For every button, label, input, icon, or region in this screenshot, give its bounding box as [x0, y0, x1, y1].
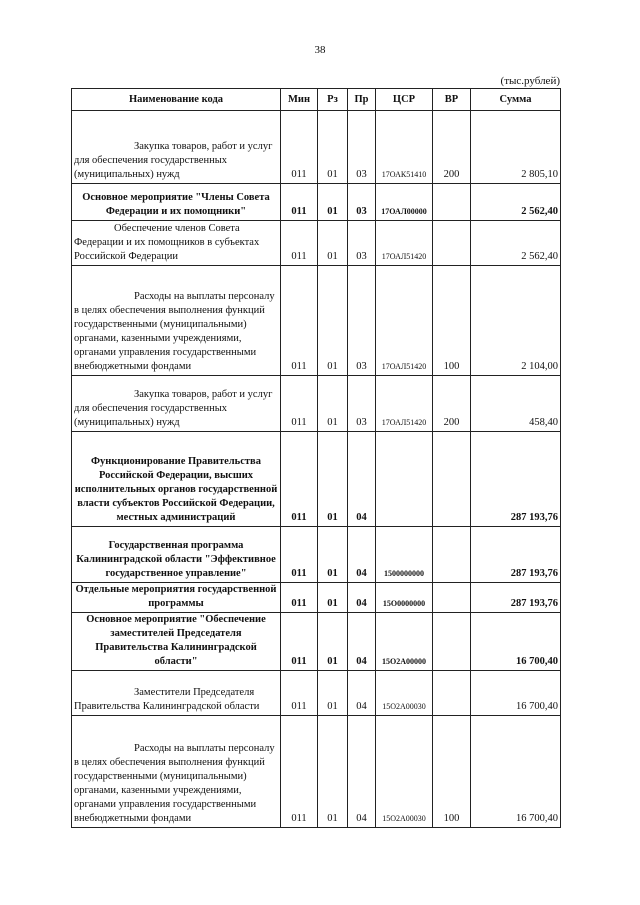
row-csr: 17ОАК51410	[376, 111, 433, 184]
row-min: 011	[281, 432, 318, 527]
row-sum: 287 193,76	[471, 527, 561, 583]
row-sum: 2 562,40	[471, 184, 561, 221]
row-rz: 01	[318, 613, 348, 671]
row-vr	[433, 221, 471, 266]
row-name: Обеспечение членов Совета Федерации и их помощников в субъектах Российской Федерации	[72, 221, 281, 266]
row-vr: 200	[433, 376, 471, 432]
row-sum: 2 104,00	[471, 266, 561, 376]
row-csr: 15О2А00000	[376, 613, 433, 671]
row-rz: 01	[318, 432, 348, 527]
row-min: 011	[281, 671, 318, 716]
row-vr	[433, 583, 471, 613]
header-min: Мин	[281, 89, 318, 111]
row-vr	[433, 613, 471, 671]
row-min: 011	[281, 184, 318, 221]
header-rz: Рз	[318, 89, 348, 111]
row-sum: 16 700,40	[471, 716, 561, 828]
row-min: 011	[281, 221, 318, 266]
table-row	[72, 583, 561, 613]
row-rz: 01	[318, 527, 348, 583]
table-row	[72, 221, 561, 266]
row-name: Основное мероприятие "Обеспечение заместителей Председателя Правительства Калининградской области"	[72, 613, 281, 671]
row-rz: 01	[318, 583, 348, 613]
header-sum: Сумма	[471, 89, 561, 111]
table-row	[72, 613, 561, 671]
row-vr: 100	[433, 716, 471, 828]
row-pr: 04	[348, 527, 376, 583]
table-row	[72, 184, 561, 221]
row-csr: 15О2А00030	[376, 671, 433, 716]
row-min: 011	[281, 583, 318, 613]
table-row	[72, 266, 561, 376]
table-row	[72, 527, 561, 583]
row-name: Заместители Председателя Правительства Калининградской области	[72, 671, 281, 716]
row-pr: 03	[348, 111, 376, 184]
units-note: (тыс.рублей)	[500, 75, 560, 87]
row-pr: 04	[348, 716, 376, 828]
row-name: Отдельные мероприятия государственной программы	[72, 583, 281, 613]
row-pr: 03	[348, 266, 376, 376]
row-name: Расходы на выплаты персоналу в целях обеспечения выполнения функций государственными (муниципальными) органами, казенными учреждениями, органами управления государственными внебюджетными фондами	[72, 266, 281, 376]
row-vr: 100	[433, 266, 471, 376]
table-header-row	[72, 89, 561, 111]
row-pr: 04	[348, 432, 376, 527]
row-rz: 01	[318, 184, 348, 221]
row-rz: 01	[318, 671, 348, 716]
row-sum: 287 193,76	[471, 432, 561, 527]
row-pr: 03	[348, 184, 376, 221]
row-csr: 17ОАЛ00000	[376, 184, 433, 221]
row-name: Государственная программа Калининградской области "Эффективное государственное управление"	[72, 527, 281, 583]
row-min: 011	[281, 527, 318, 583]
row-csr: 17ОАЛ51420	[376, 221, 433, 266]
row-csr: 15О0000000	[376, 583, 433, 613]
row-name: Закупка товаров, работ и услуг для обеспечения государственных (муниципальных) нужд	[72, 111, 281, 184]
row-name: Основное мероприятие "Члены Совета Федерации и их помощники"	[72, 184, 281, 221]
header-vr: ВР	[433, 89, 471, 111]
row-csr: 17ОАЛ51420	[376, 376, 433, 432]
row-rz: 01	[318, 221, 348, 266]
table-row	[72, 671, 561, 716]
row-vr	[433, 184, 471, 221]
row-min: 011	[281, 376, 318, 432]
row-sum: 2 805,10	[471, 111, 561, 184]
header-csr: ЦСР	[376, 89, 433, 111]
row-csr: 1500000000	[376, 527, 433, 583]
row-rz: 01	[318, 266, 348, 376]
row-vr	[433, 671, 471, 716]
row-pr: 03	[348, 376, 376, 432]
row-vr	[433, 432, 471, 527]
row-csr	[376, 432, 433, 527]
table-row	[72, 111, 561, 184]
row-sum: 16 700,40	[471, 613, 561, 671]
row-pr: 03	[348, 221, 376, 266]
header-name: Наименование кода	[72, 89, 281, 111]
row-min: 011	[281, 613, 318, 671]
table-row	[72, 716, 561, 828]
row-rz: 01	[318, 376, 348, 432]
row-rz: 01	[318, 111, 348, 184]
header-pr: Пр	[348, 89, 376, 111]
row-rz: 01	[318, 716, 348, 828]
row-sum: 16 700,40	[471, 671, 561, 716]
row-min: 011	[281, 716, 318, 828]
row-pr: 04	[348, 613, 376, 671]
row-vr	[433, 527, 471, 583]
row-name: Закупка товаров, работ и услуг для обеспечения государственных (муниципальных) нужд	[72, 376, 281, 432]
table-row	[72, 376, 561, 432]
row-csr: 15О2А00030	[376, 716, 433, 828]
row-name: Функционирование Правительства Российской Федерации, высших исполнительных органов государственной власти субъектов Российской Федерации, местных администраций	[72, 432, 281, 527]
row-csr: 17ОАЛ51420	[376, 266, 433, 376]
row-vr: 200	[433, 111, 471, 184]
row-sum: 287 193,76	[471, 583, 561, 613]
row-pr: 04	[348, 583, 376, 613]
row-pr: 04	[348, 671, 376, 716]
page-number: 38	[314, 44, 326, 56]
row-sum: 458,40	[471, 376, 561, 432]
budget-table	[71, 88, 561, 828]
table-row	[72, 432, 561, 527]
row-min: 011	[281, 111, 318, 184]
row-name: Расходы на выплаты персоналу в целях обеспечения выполнения функций государственными (муниципальными) органами, казенными учреждениями, органами управления государственными внебюджетными фондами	[72, 716, 281, 828]
row-sum: 2 562,40	[471, 221, 561, 266]
row-min: 011	[281, 266, 318, 376]
